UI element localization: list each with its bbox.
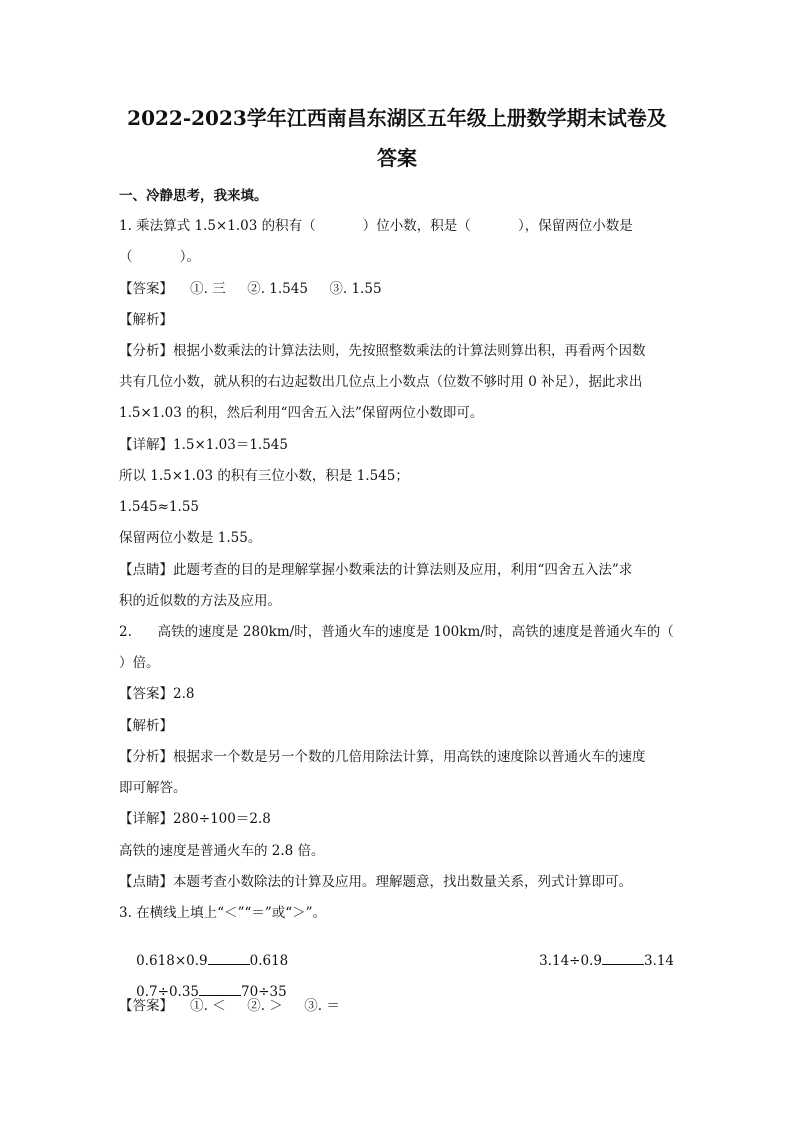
- document-title-line1: 2022-2023学年江西南昌东湖区五年级上册数学期末试卷及: [127, 106, 667, 130]
- q1-analysis-label: 【解析】: [119, 312, 173, 328]
- q3-item2-blank[interactable]: [602, 953, 644, 965]
- q1-fenxi-line3: 1.5×1.03 的积，然后利用“四舍五入法”保留两位小数即可。: [119, 405, 484, 421]
- q1-detail-line4: 保留两位小数是 1.55。: [119, 530, 262, 546]
- document-title-line2: 答案: [377, 146, 417, 170]
- q1-fenxi-line2: 共有几位小数，就从积的右边起数出几位点上小数点（位数不够时用 0 补足），据此求出: [119, 374, 643, 390]
- q3-item1-blank[interactable]: [208, 953, 250, 965]
- q3-item2-left: 3.14÷0.9: [539, 952, 602, 969]
- q1-detail-line3: 1.545≈1.55: [119, 499, 200, 515]
- section1-heading: 一、冷静思考，我来填。: [119, 188, 268, 204]
- q3-item3-blank[interactable]: [199, 984, 241, 996]
- q1-fenxi-line1: 【分析】根据小数乘法的计算法法则，先按照整数乘法的计算法则算出积，再看两个因数: [119, 343, 646, 359]
- q2-fenxi-line2: 即可解答。: [119, 780, 187, 796]
- q1-detail-line2: 所以 1.5×1.03 的积有三位小数，积是 1.545；: [119, 468, 409, 484]
- q3-item1-left: 0.618×0.9: [136, 952, 208, 969]
- q1-dianjing-line2: 积的近似数的方法及应用。: [119, 593, 281, 609]
- q1-text-line2: （ ）。: [119, 249, 200, 265]
- q3-text-line1: 3. 在横线上填上“＜”“＝”或“＞”。: [119, 905, 327, 921]
- q1-answer: 【答案】 ①. 三 ②. 1.545 ③. 1.55: [119, 281, 382, 297]
- q3-answer: 【答案】 ①. ＜ ②. ＞ ③. ＝: [119, 998, 340, 1014]
- q2-detail-line1: 【详解】280÷100＝2.8: [119, 811, 271, 827]
- q1-detail-line1: 【详解】1.5×1.03＝1.545: [119, 437, 288, 453]
- q2-dianjing-line1: 【点睛】本题考查小数除法的计算及应用。理解题意，找出数量关系，列式计算即可。: [119, 874, 632, 890]
- q2-text-line2: ）倍。: [119, 655, 160, 671]
- q3-item3-right: 70÷35: [241, 983, 287, 1000]
- q2-fenxi-line1: 【分析】根据求一个数是另一个数的几倍用除法计算，用高铁的速度除以普通火车的速度: [119, 749, 646, 765]
- q2-detail-line2: 高铁的速度是普通火车的 2.8 倍。: [119, 843, 325, 859]
- q2-text-line1: 2. 高铁的速度是 280km/时，普通火车的速度是 100km/时，高铁的速度是普通火车的（: [119, 624, 674, 640]
- q3-item2-right: 3.14: [643, 952, 674, 969]
- q1-text-line1: 1. 乘法算式 1.5×1.03 的积有（ ）位小数，积是（ ），保留两位小数是: [119, 218, 633, 234]
- q1-dianjing-line1: 【点睛】此题考查的目的是理解掌握小数乘法的计算法则及应用，利用“四舍五入法”求: [119, 562, 633, 578]
- q3-item2: [522, 939, 674, 982]
- q3-item3-left: 0.7÷0.35: [136, 983, 200, 1000]
- q2-analysis-label: 【解析】: [119, 718, 173, 734]
- q3-item1-right: 0.618: [249, 952, 289, 969]
- q2-answer: 【答案】2.8: [119, 686, 195, 702]
